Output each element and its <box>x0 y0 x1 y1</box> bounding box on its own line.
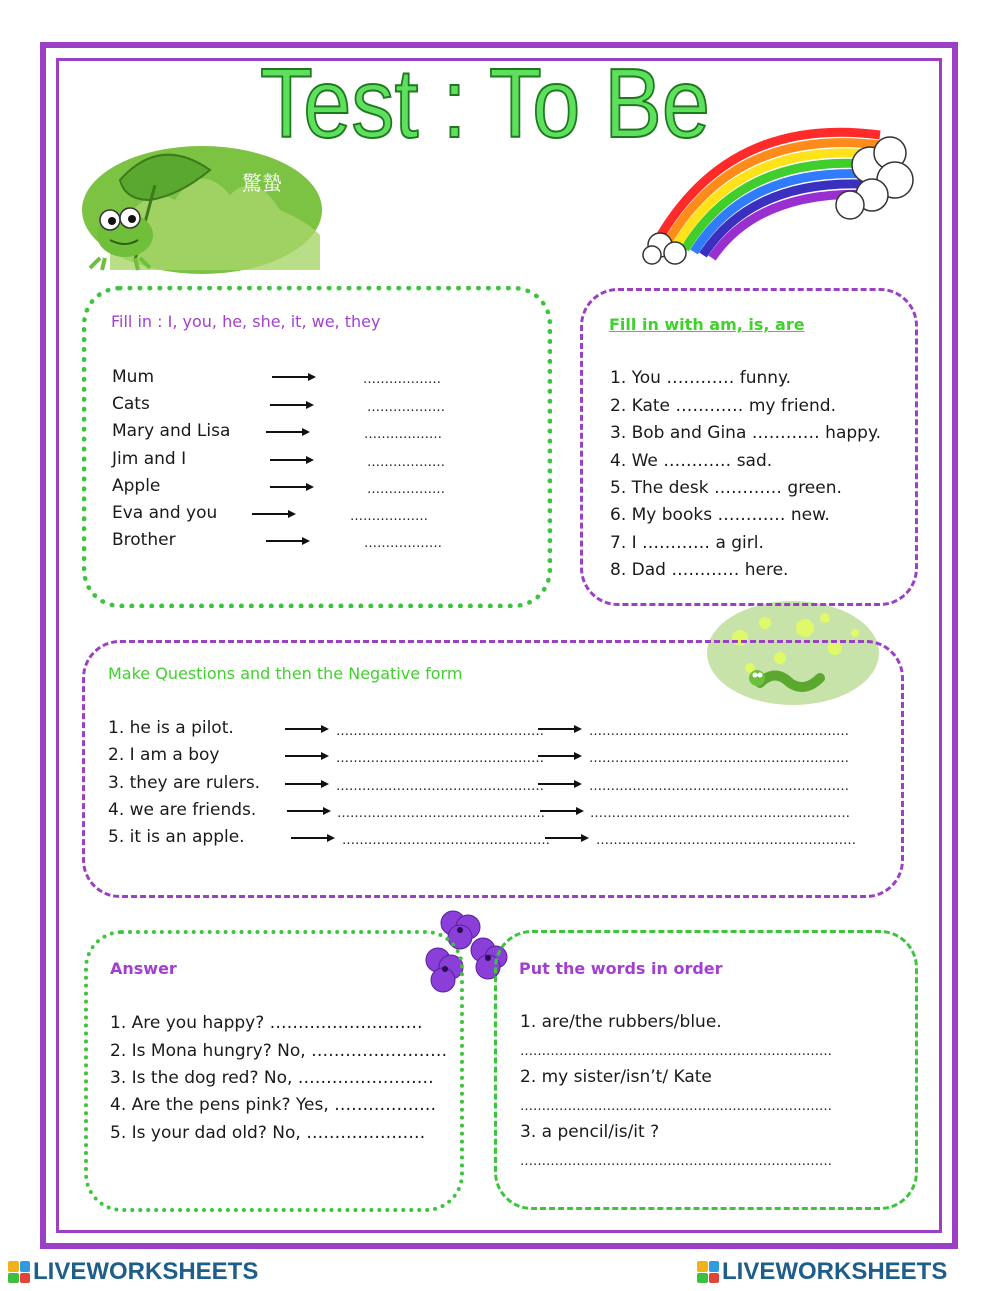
arrow-icon <box>540 806 584 816</box>
pronouns-section <box>82 286 552 608</box>
question-sentence: 4. we are friends. <box>108 800 257 820</box>
pronoun-word: Brother <box>112 530 176 550</box>
title-text: Test : To Be <box>260 52 710 152</box>
arrow-icon <box>285 751 329 761</box>
answer-item: 2. Is Mona hungry? No, …………………… <box>110 1041 448 1061</box>
pronoun-blank[interactable]: ……………… <box>367 482 445 497</box>
tobe-item: 1. You ………… funny. <box>610 368 792 388</box>
arrow-icon <box>272 372 316 382</box>
answer-heading: Answer <box>110 959 177 978</box>
negative-blank[interactable]: …………………………………………………… <box>590 806 850 821</box>
question-blank[interactable]: ………………………………………… <box>336 724 544 739</box>
pronoun-word: Eva and you <box>112 503 218 523</box>
tobe-item: 7. I ………… a girl. <box>610 533 764 553</box>
word-order-line[interactable]: ……………………………………………………………… <box>520 1099 832 1114</box>
tobe-item: 2. Kate ………… my friend. <box>610 396 836 416</box>
tobe-item: 3. Bob and Gina ………… happy. <box>610 423 881 443</box>
arrow-icon <box>538 779 582 789</box>
pronoun-word: Apple <box>112 476 161 496</box>
liveworksheets-logo-text: LIVEWORKSHEETS <box>722 1258 948 1285</box>
answer-item: 4. Are the pens pink? Yes, ……………… <box>110 1095 437 1115</box>
tobe-item: 5. The desk ………… green. <box>610 478 842 498</box>
negative-blank[interactable]: …………………………………………………… <box>589 724 849 739</box>
tobe-item: 4. We ………… sad. <box>610 451 773 471</box>
arrow-icon <box>270 400 314 410</box>
arrow-icon <box>545 833 589 843</box>
questions-heading: Make Questions and then the Negative form <box>108 664 463 683</box>
answer-item: 3. Is the dog red? No, …………………… <box>110 1068 434 1088</box>
tobe-heading: Fill in with am, is, are <box>609 315 805 334</box>
word-order-line[interactable]: ……………………………………………………………… <box>520 1044 832 1059</box>
arrow-icon <box>538 751 582 761</box>
arrow-icon <box>285 724 329 734</box>
liveworksheets-logo-icon <box>697 1261 719 1283</box>
arrow-icon <box>538 724 582 734</box>
pronoun-blank[interactable]: ……………… <box>367 455 445 470</box>
tobe-item: 6. My books ………… new. <box>610 505 830 525</box>
tobe-item: 8. Dad ………… here. <box>610 560 789 580</box>
word-order-line[interactable]: ……………………………………………………………… <box>520 1154 832 1169</box>
arrow-icon <box>291 833 335 843</box>
question-sentence: 2. I am a boy <box>108 745 220 765</box>
pronoun-word: Jim and I <box>112 449 187 469</box>
question-blank[interactable]: ………………………………………… <box>342 833 550 848</box>
negative-blank[interactable]: …………………………………………………… <box>596 833 856 848</box>
arrow-icon <box>270 455 314 465</box>
liveworksheets-logo-icon <box>8 1261 30 1283</box>
pronoun-word: Cats <box>112 394 150 414</box>
negative-blank[interactable]: …………………………………………………… <box>589 751 849 766</box>
arrow-icon <box>285 779 329 789</box>
arrow-icon <box>287 806 331 816</box>
pronoun-blank[interactable]: ……………… <box>350 509 428 524</box>
pronoun-blank[interactable]: ……………… <box>364 536 442 551</box>
tobe-section <box>580 288 918 606</box>
question-sentence: 5. it is an apple. <box>108 827 245 847</box>
answer-item: 5. Is your dad old? No, ………………… <box>110 1123 426 1143</box>
arrow-icon <box>266 536 310 546</box>
word-order-prompt: 3. a pencil/is/it ? <box>520 1122 660 1142</box>
word-order-prompt: 2. my sister/isn’t/ Kate <box>520 1067 712 1087</box>
liveworksheets-logo[interactable] <box>697 1258 947 1286</box>
arrow-icon <box>266 427 310 437</box>
pronoun-blank[interactable]: ……………… <box>363 372 441 387</box>
liveworksheets-logo-text: LIVEWORKSHEETS <box>33 1258 259 1285</box>
question-blank[interactable]: ………………………………………… <box>336 751 544 766</box>
frog-caption: 驚蟄 <box>242 171 282 195</box>
word-order-heading: Put the words in order <box>519 959 723 978</box>
pronoun-blank[interactable]: ……………… <box>364 427 442 442</box>
rainbow-illustration <box>640 95 920 265</box>
question-blank[interactable]: ………………………………………… <box>336 779 544 794</box>
pronouns-heading: Fill in : I, you, he, she, it, we, they <box>111 312 381 331</box>
answer-item: 1. Are you happy? ……………………… <box>110 1013 423 1033</box>
liveworksheets-logo[interactable] <box>8 1258 258 1286</box>
negative-blank[interactable]: …………………………………………………… <box>589 779 849 794</box>
word-order-prompt: 1. are/the rubbers/blue. <box>520 1012 722 1032</box>
arrow-icon <box>270 482 314 492</box>
question-sentence: 3. they are rulers. <box>108 773 261 793</box>
pronoun-word: Mary and Lisa <box>112 421 231 441</box>
frog-illustration <box>80 140 325 280</box>
pronoun-word: Mum <box>112 367 155 387</box>
arrow-icon <box>252 509 296 519</box>
question-sentence: 1. he is a pilot. <box>108 718 234 738</box>
pronoun-blank[interactable]: ……………… <box>367 400 445 415</box>
question-blank[interactable]: ………………………………………… <box>337 806 545 821</box>
